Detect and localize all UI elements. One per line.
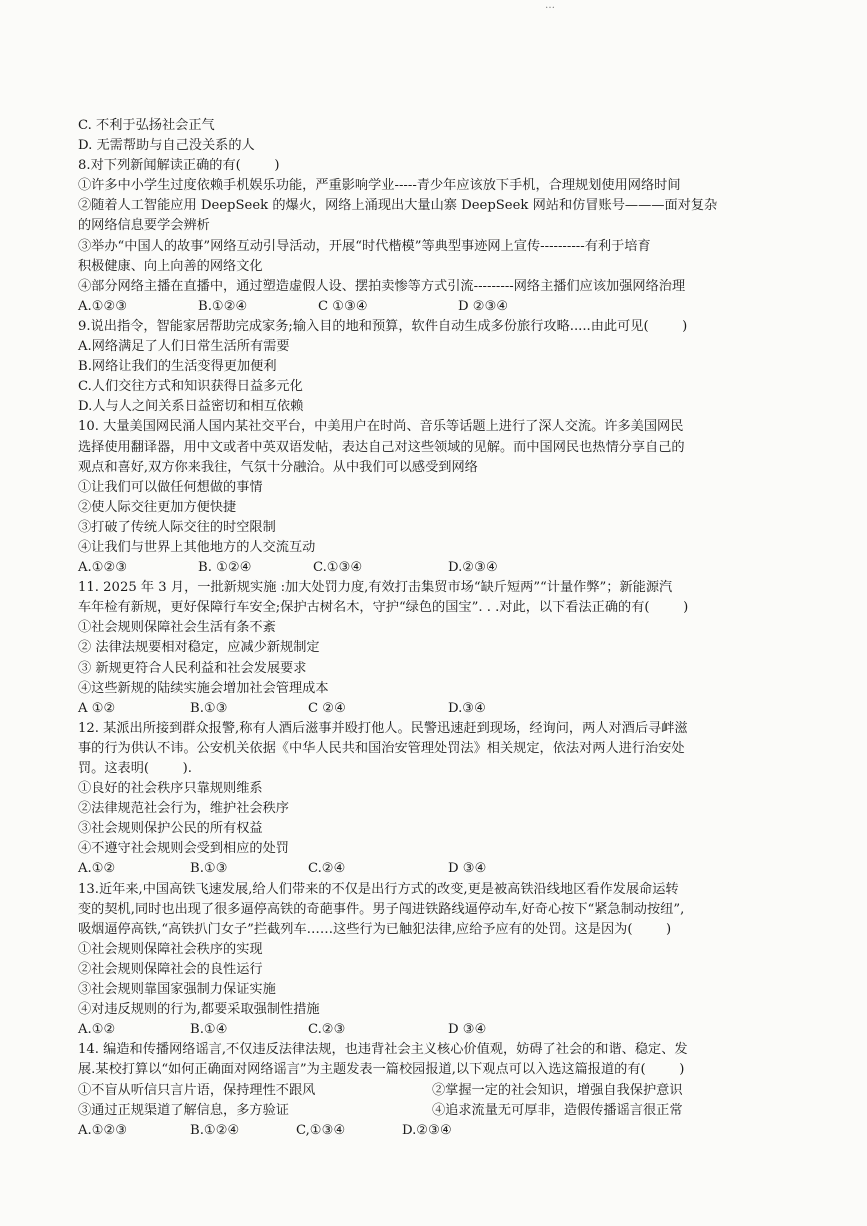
statement-line: ③ 新规更符合人民利益和社会发展要求 bbox=[78, 660, 307, 676]
answer-options bbox=[78, 297, 798, 317]
statement-line: ④不遵守社会规则会受到相应的处罚 bbox=[78, 841, 289, 857]
option-c: C.②④ bbox=[308, 861, 346, 877]
statement-line: ④对违反规则的行为,都要采取强制性措施 bbox=[78, 1002, 320, 1018]
option-d: D.人与人之间关系日益密切和相互依赖 bbox=[78, 399, 304, 415]
question-14 bbox=[78, 1040, 798, 1140]
option-d: D ③④ bbox=[448, 1022, 487, 1038]
question-content bbox=[78, 116, 798, 1141]
option-a: A.①②③ bbox=[78, 560, 128, 576]
statement-pair bbox=[78, 1101, 798, 1121]
statement-line: ② 法律法规要相对稳定，应减少新规制定 bbox=[78, 640, 320, 656]
statement-line: 的网络信息要学会辨析 bbox=[78, 218, 210, 234]
option-b: B. ①②④ bbox=[198, 560, 252, 576]
statement-line: ②随着人工智能应用 DeepSeek 的爆火，网络上涌现出大量山寨 DeepSeek 网站和仿冒账号———面对复杂 bbox=[78, 198, 718, 214]
option-b: B.①②④ bbox=[198, 298, 248, 314]
option-c: C ②④ bbox=[308, 700, 346, 716]
option-d: D ③④ bbox=[448, 861, 487, 877]
question-stem: 展.某校打算以“如何正确面对网络谣言”为主题发表一篇校园报道,以下观点可以入选这篇报道的有( ) bbox=[78, 1062, 685, 1078]
question-stem: 14. 编造和传播网络谣言,不仅违反法律法规，也违背社会主义核心价值观，妨碍了社会的和谐、稳定、发 bbox=[78, 1042, 688, 1058]
statement-4: ④追求流量无可厚非，造假传播谣言很正常 bbox=[432, 1102, 683, 1118]
statement-line: ③社会规则保护公民的所有权益 bbox=[78, 821, 263, 837]
statement-pair bbox=[78, 1081, 798, 1101]
statement-line: ②使人际交往更加方便快捷 bbox=[78, 499, 237, 515]
option-b: B.①④ bbox=[190, 1022, 228, 1038]
option-line: D. 无需帮助与自己没关系的人 bbox=[78, 138, 255, 154]
question-stem: 观点和喜好,双方你来我往，气氛十分融洽。从中我们可以感受到网络 bbox=[78, 459, 478, 475]
question-8 bbox=[78, 156, 798, 317]
option-c: C.②③ bbox=[308, 1022, 346, 1038]
statement-3: ③通过正规渠道了解信息，多方验证 bbox=[78, 1102, 289, 1118]
question-10 bbox=[78, 417, 798, 578]
option-b: B.①②④ bbox=[190, 1122, 240, 1138]
statement-line: ②社会规则保障社会的良性运行 bbox=[78, 961, 263, 977]
question-stem: 变的契机,同时也出现了很多逼停高铁的奇葩事件。男子闯进铁路线逼停动车,好奇心按下“紧急制动按纽”, bbox=[78, 901, 685, 917]
option-a: A ①② bbox=[78, 700, 116, 716]
statement-line: ①许多中小学生过度依赖手机娱乐功能，严重影响学业-----青少年应该放下手机，合理规划使用网络时间 bbox=[78, 178, 681, 194]
statement-line: ②法律规范社会行为，维护社会秩序 bbox=[78, 801, 289, 817]
statement-line: ①社会规则保障社会秩序的实现 bbox=[78, 941, 263, 957]
statement-line: ③打破了传统人际交往的时空限制 bbox=[78, 519, 276, 535]
statement-line: ③举办“中国人的故事”网络互动引导活动，开展“时代楷模”等典型事迹网上宣传----------有利于培育 bbox=[78, 238, 651, 254]
option-a: A.①② bbox=[78, 1022, 116, 1038]
option-d: D ②③④ bbox=[458, 298, 509, 314]
question-stem: 罚。这表明( ). bbox=[78, 761, 192, 776]
option-c: C ①③④ bbox=[318, 298, 368, 314]
statement-line: ①社会规则保障社会生活有条不紊 bbox=[78, 620, 276, 636]
answer-options bbox=[78, 699, 798, 719]
question-stem: 11. 2025 年 3 月，一批新规实施 :加大处罚力度,有效打击集贸市场“缺斤短两”“计量作弊”；新能源汽 bbox=[78, 580, 673, 596]
option-a: A.网络满足了人们日常生活所有需要 bbox=[78, 339, 290, 355]
option-a: A.①② bbox=[78, 861, 116, 877]
option-a: A.①②③ bbox=[78, 298, 128, 314]
question-stem: 事的行为供认不讳。公安机关依据《中华人民共和国治安管理处罚法》相关规定，依法对两人进行治安处 bbox=[78, 740, 685, 756]
statement-line: ③社会规则靠国家强制力保证实施 bbox=[78, 982, 276, 998]
option-a: A.①②③ bbox=[78, 1122, 128, 1138]
question-12 bbox=[78, 719, 798, 880]
answer-options bbox=[78, 558, 798, 578]
question-9 bbox=[78, 317, 798, 417]
question-stem: 13.近年来,中国高铁飞速发展,给人们带来的不仅是出行方式的改变,更是被高铁沿线地区看作发展命运转 bbox=[78, 881, 679, 897]
statement-1: ①不盲从听信只言片语，保持理性不跟风 bbox=[78, 1082, 316, 1098]
option-c: C.①③④ bbox=[313, 560, 363, 576]
option-line: C. 不利于弘扬社会正气 bbox=[78, 118, 215, 133]
option-c: C.人们交往方式和知识获得日益多元化 bbox=[78, 379, 303, 395]
answer-options bbox=[78, 859, 798, 879]
option-b: B.①③ bbox=[190, 700, 228, 716]
question-stem: 选择使用翻译器，用中文或者中英双语发帖，表达自己对这些领域的见解。而中国网民也热情分享自己的 bbox=[78, 439, 685, 455]
question-stem: 10. 大量美国网民涌人国内某社交平台，中美用户在时尚、音乐等话题上进行了深人交流。许多美国网民 bbox=[78, 419, 684, 435]
statement-2: ②掌握一定的社会知识，增强自我保护意识 bbox=[432, 1082, 683, 1098]
question-stem: 12. 某派出所接到群众报警,称有人酒后滋事并殴打他人。民警迅速赶到现场，经询问，两人对酒后寻衅滋 bbox=[78, 720, 688, 736]
question-13 bbox=[78, 880, 798, 1041]
option-d: D.③④ bbox=[448, 700, 486, 716]
option-c: C,①③④ bbox=[296, 1122, 346, 1138]
question-stem: 8.对下列新闻解读正确的有( ) bbox=[78, 158, 280, 174]
statement-line: ④让我们与世界上其他地方的人交流互动 bbox=[78, 539, 316, 555]
question-stem: 9.说出指令，智能家居帮助完成家务;输入目的地和预算，软件自动生成多份旅行攻略.....由此可见( ) bbox=[78, 318, 688, 334]
answer-options bbox=[78, 1121, 798, 1141]
option-b: B.①③ bbox=[190, 861, 228, 877]
statement-line: ④这些新规的陆续实施会增加社会管理成本 bbox=[78, 680, 329, 696]
statement-line: ①良好的社会秩序只靠规则维系 bbox=[78, 781, 263, 797]
question-stem: 车年检有新规，更好保障行车安全;保护古树名木，守护“绿色的国宝”. . .对此，以下看法正确的有( ) bbox=[78, 600, 689, 616]
top-scan-mark: … bbox=[545, 0, 557, 11]
statement-line: ①让我们可以做任何想做的事情 bbox=[78, 479, 263, 495]
statement-line: 积极健康、向上向善的网络文化 bbox=[78, 258, 263, 274]
question-stem: 吸烟逼停高铁,“高铁扒门女子”拦截列车……这些行为已触犯法律,应给予应有的处罚。这是因为( ) bbox=[78, 921, 672, 937]
option-d: D.②③④ bbox=[448, 560, 498, 576]
question-11 bbox=[78, 578, 798, 719]
answer-options bbox=[78, 1020, 798, 1040]
option-d: D.②③④ bbox=[402, 1122, 452, 1138]
option-b: B.网络让我们的生活变得更加便利 bbox=[78, 359, 277, 375]
statement-line: ④部分网络主播在直播中，通过塑造虚假人设、摆拍卖惨等方式引流---------网络主播们应该加强网络治理 bbox=[78, 278, 686, 294]
